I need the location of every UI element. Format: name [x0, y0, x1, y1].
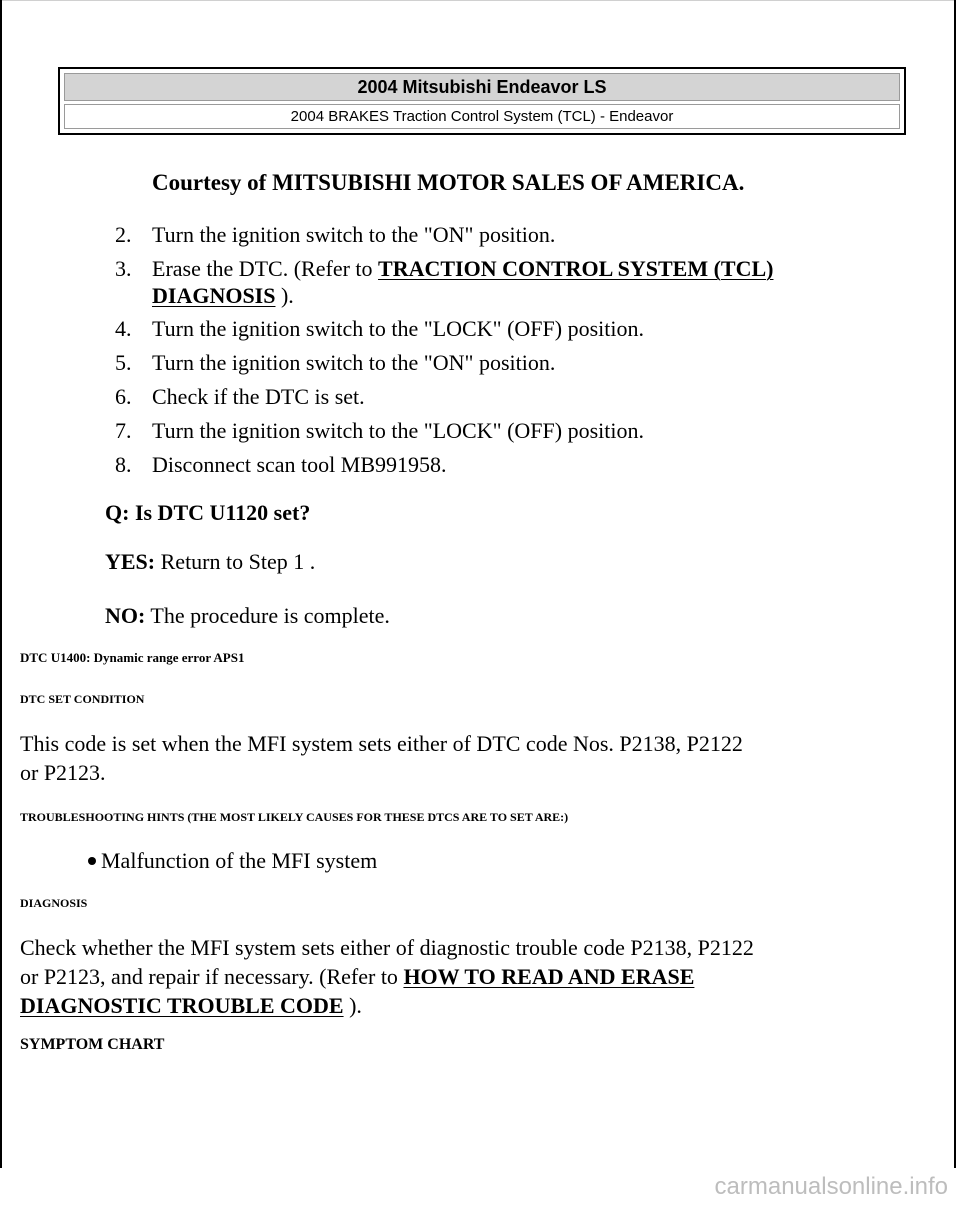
document-header	[58, 67, 906, 135]
answer-yes	[105, 549, 315, 575]
bullet-icon	[88, 857, 96, 865]
read-erase-dtc-link-continued[interactable]: DIAGNOSTIC TROUBLE CODE	[20, 993, 344, 1018]
step-text-end: ).	[275, 283, 294, 308]
hint-text: Malfunction of the MFI system	[101, 848, 378, 873]
step-number: 6.	[115, 384, 132, 409]
step-item-continuation	[152, 283, 294, 309]
step-text: Turn the ignition switch to the "LOCK" (OFF) position.	[152, 316, 645, 341]
page-top-border	[0, 0, 956, 1]
tcl-diagnosis-link[interactable]: TRACTION CONTROL SYSTEM (TCL)	[378, 256, 774, 281]
diagnosis-line: Check whether the MFI system sets either of diagnostic trouble code P2138, P2122	[20, 935, 754, 960]
symptom-chart-heading: SYMPTOM CHART	[20, 1036, 165, 1053]
step-item	[115, 222, 556, 248]
step-text: Turn the ignition switch to the "ON" position.	[152, 222, 556, 247]
site-watermark: carmanualsonline.info	[0, 1168, 960, 1205]
step-number: 8.	[115, 452, 132, 477]
step-number: 2.	[115, 222, 132, 247]
step-text: Disconnect scan tool MB991958.	[152, 452, 447, 477]
answer-no	[105, 603, 390, 629]
tcl-diagnosis-link-continued[interactable]: DIAGNOSIS	[152, 283, 276, 308]
step-item	[115, 256, 774, 282]
diagnosis-heading: DIAGNOSIS	[20, 896, 88, 910]
step-number: 7.	[115, 418, 132, 443]
read-erase-dtc-link[interactable]: HOW TO READ AND ERASE	[403, 964, 695, 989]
set-condition-line: or P2123.	[20, 760, 106, 785]
page-left-border	[0, 0, 2, 1170]
step-item	[115, 350, 556, 376]
step-number: 3.	[115, 256, 132, 281]
diagnosis-line: or P2123, and repair if necessary. (Refer to HOW TO READ AND ERASE	[20, 964, 695, 989]
set-condition-line: This code is set when the MFI system sets either of DTC code Nos. P2138, P2122	[20, 731, 743, 756]
no-text: The procedure is complete.	[145, 603, 390, 628]
image-courtesy: Courtesy of MITSUBISHI MOTOR SALES OF AMERICA.	[152, 170, 745, 195]
hints-heading: TROUBLESHOOTING HINTS (THE MOST LIKELY CAUSES FOR THESE DTCS ARE TO SET ARE:)	[20, 810, 569, 824]
step-text: Turn the ignition switch to the "ON" position.	[152, 350, 556, 375]
step-item	[115, 418, 645, 444]
step-text: Check if the DTC is set.	[152, 384, 365, 409]
step-item	[115, 452, 447, 478]
yes-text: Return to Step 1 .	[155, 549, 316, 574]
no-label: NO:	[105, 603, 146, 628]
hint-bullet-item	[88, 846, 377, 875]
diagnosis-line: DIAGNOSTIC TROUBLE CODE ).	[20, 993, 362, 1018]
header-title: 2004 Mitsubishi Endeavor LS	[64, 73, 900, 101]
header-subtitle: 2004 BRAKES Traction Control System (TCL) - Endeavor	[64, 104, 900, 129]
page-right-border	[954, 0, 956, 1170]
step-text: Erase the DTC. (Refer to	[152, 256, 379, 281]
dtc-title: DTC U1400: Dynamic range error APS1	[20, 650, 245, 665]
step-item	[115, 316, 645, 342]
question: Q: Is DTC U1120 set?	[105, 500, 311, 525]
step-number: 5.	[115, 350, 132, 375]
step-number: 4.	[115, 316, 132, 341]
yes-label: YES:	[105, 549, 156, 574]
diagnosis-text	[20, 933, 754, 1020]
set-condition-heading: DTC SET CONDITION	[20, 692, 145, 706]
step-text: Turn the ignition switch to the "LOCK" (OFF) position.	[152, 418, 645, 443]
set-condition-text	[20, 729, 743, 787]
step-item	[115, 384, 365, 410]
